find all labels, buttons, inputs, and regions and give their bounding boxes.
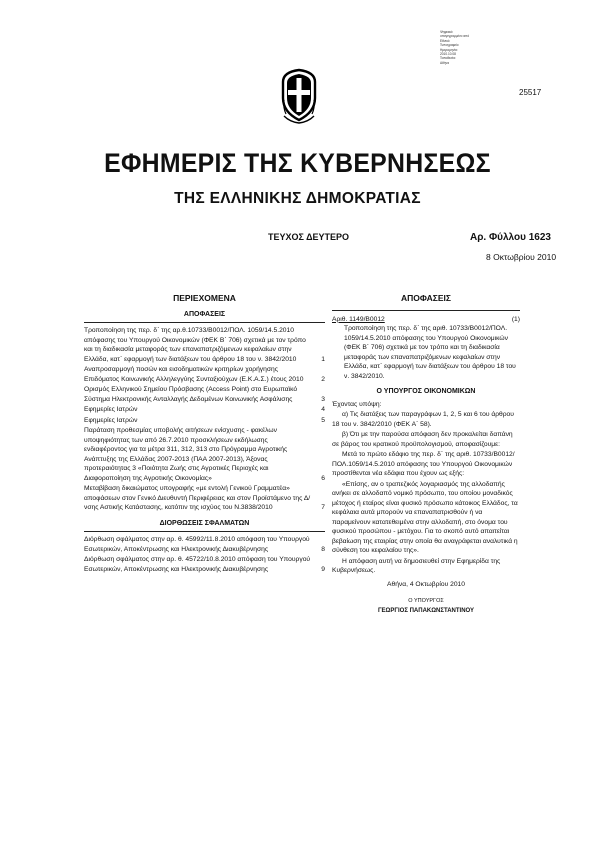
decision-body-3: Η απόφαση αυτή να δημοσιευθεί στην Εφημερίδα της Κυβερνήσεως. <box>332 557 501 574</box>
decisions-heading: ΑΠΟΦΑΣΕΙΣ <box>400 293 451 303</box>
decision-body-1: Μετά το πρώτο εδάφιο της περ. δ΄ της αριθ. 10733/Β0012/ΠΟΛ.1059/14.5.2010 απόφασης του Υπουργού Οικονομικών προστίθενται νέα εδάφια που έχουν ως εξής: <box>332 451 515 477</box>
place-date: Αθήνα, 4 Οκτωβρίου 2010 <box>387 580 465 588</box>
coat-of-arms-icon <box>280 68 318 124</box>
issue-label: ΤΕΥΧΟΣ ΔΕΥΤΕΡΟ <box>268 232 350 242</box>
point-b: β) Ότι με την παρούσα απόφαση δεν προκαλείται δαπάνη σε βάρος του κρατικού προϋπολογισμού, αποφασίζουμε: <box>332 431 513 448</box>
signer-name: ΓΕΩΡΓΙΟΣ ΠΑΠΑΚΩΝΣΤΑΝΤΙΝΟΥ <box>377 607 475 614</box>
divider <box>332 310 520 311</box>
divider <box>84 531 325 532</box>
decision-reference: Αριθ. 1149/Β0012 (1) <box>332 315 520 323</box>
toc-item: Αναπροσαρμογή ποσών και εισοδηματικών κριτηρίων χορήγησης Επιδόματος Κοινωνικής Αλληλεγγύης Συνταξιούχων (Ε.Κ.Α.Σ.) έτους 2010 2 <box>84 366 325 383</box>
section-decisions-heading: ΑΠΟΦΑΣΕΙΣ <box>183 310 226 318</box>
toc-item: Εφημερίες Ιατρών 5 <box>84 416 325 424</box>
divider <box>84 322 325 323</box>
signer-role: Ο ΥΠΟΥΡΓΟΣ <box>408 598 444 604</box>
toc-item: Μεταβίβαση δικαιώματος υπογραφής «με εντολή Γενικού Γραμματέα» αποφάσεων στον Γενικό Διευθυντή Περιφέρειας και στον Προϊστάμενο της Δ/νσης Αστικής Κατάστασης, κατόπιν της ισχύος του Ν.3838/2010 7 <box>84 485 325 511</box>
section-corrections-heading: ΔΙΟΡΘΩΣΕΙΣ ΣΦΑΛΜΑΤΩΝ <box>159 519 250 527</box>
toc-item: Διόρθωση σφάλματος στην αρ. θ. 45722/10.8.2010 απόφαση του Υπουργού Εσωτερικών, Αποκέντρωσης και Ηλεκτρονικής Διακυβέρνησης 9 <box>84 556 325 573</box>
toc-item: Ορισμός Ελληνικού Σημείου Πρόσβασης (Access Point) στο Ευρωπαϊκό Σύστημα Ηλεκτρονικής Ανταλλαγής Δεδομένων Κοινωνικής Ασφάλισης 3 <box>84 386 325 403</box>
contents-heading: ΠΕΡΙΕΧΟΜΕΝΑ <box>173 293 236 303</box>
considering-label: Έχοντας υπόψη: <box>332 400 382 408</box>
page-number: 25517 <box>519 88 542 97</box>
point-a: α) Τις διατάξεις των παραγράφων 1, 2, 5 και 6 του άρθρου 18 του ν. 3842/2010 (ΦΕΚ Α΄ 58). <box>332 411 514 428</box>
toc-item: Τροποποίηση της περ. δ΄ της αρ.θ.10733/Β0012/ΠΟΛ. 1059/14.5.2010 απόφασης του Υπουργού Οικονομικών (ΦΕΚ Β΄ 706) σχετικά με τον τρόπο και τη διαδικασία μεταφοράς των επαναπατριζόμενων κεφαλαίων στην Ελλάδα, κατ΄ εφαρμογή των διατάξεων του άρθρου 18 του ν. 3842/2010 1 <box>84 327 325 363</box>
decision-body-2: «Επίσης, αν ο τραπεζικός λογαριασμός της αλλοδαπής ανήκει σε αλλοδαπό νομικό πρόσωπο, του οποίου μοναδικός μέτοχος ή εταίρος είναι φυσικό πρόσωπο κάτοικος Ελλάδος, τα κεφάλαια αυτά μπορούν να επαναπατρισθούν ή να παραμείνουν κατατεθειμένα στην αλλοδαπή, στο όνομα του φυσικού προσώπου - μετόχου. Για το σκοπό αυτό απαιτείται βεβαίωση της εταιρίας στην οποία θα αναγράφεται αναλυτικά η σύνθεση του κεφαλαίου της». <box>332 480 518 554</box>
gazette-subtitle: ΤΗΣ ΕΛΛΗΝΙΚΗΣ ΔΗΜΟΚΡΑΤΙΑΣ <box>174 190 421 207</box>
decision-summary: Τροποποίηση της περ. δ΄ της αριθ. 10733/Β0012/ΠΟΛ. 1059/14.5.2010 απόφασης του Υπουργού Οικονομικών (ΦΕΚ Β΄ 706) σχετικά με τον τρόπο και τη διαδικασία μεταφοράς των επαναπατριζόμενων κεφαλαίων στην Ελλάδα, κατ΄ εφαρμογή των διατάξεων του άρθρου 18 του ν. 3842/2010. <box>344 325 516 380</box>
toc-item: Εφημερίες Ιατρών 4 <box>84 406 325 413</box>
decision-column <box>332 294 520 616</box>
contents-column <box>84 294 325 575</box>
toc-item: Διόρθωση σφάλματος στην αρ. θ. 45992/11.8.2010 απόφαση του Υπουργού Εσωτερικών, Αποκέντρωσης και Ηλεκτρονικής Διακυβέρνησης 8 <box>84 536 325 553</box>
digital-signature-stamp: Ψηφιακά υπογεγραμμένο από Εθνικό Τυπογραφείο Ημερομηνία: 2010.10.08 Τοποθεσία: Αθήνα <box>440 30 470 65</box>
sheet-number: Αρ. Φύλλου 1623 <box>470 232 551 243</box>
decision-authority: Ο ΥΠΟΥΡΓΟΣ ΟΙΚΟΝΟΜΙΚΩΝ <box>376 388 476 395</box>
toc-item: Παράταση προθεσμίας υποβολής αιτήσεων ενίσχυσης - φακέλων υποψηφιότητας των από 26.7.2010 προσκλήσεων εκδήλωσης ενδιαφέροντος για τα μέτρα 311, 312, 313 στο Πρόγραμμα Αγροτικής Ανάπτυξης της Ελλάδας 2007-2013 (ΠΑΑ 2007-2013), Άξονας προτεραιότητας 3 «Ποιότητα Ζωής στις Αγροτικές Περιοχές και Διαφοροποίηση της Αγροτικής Οικονομίας» 6 <box>84 427 325 482</box>
gazette-title: ΕΦΗΜΕΡΙΣ ΤΗΣ ΚΥΒΕΡΝΗΣΕΩΣ <box>104 148 491 178</box>
issue-date: 8 Οκτωβρίου 2010 <box>486 252 557 262</box>
